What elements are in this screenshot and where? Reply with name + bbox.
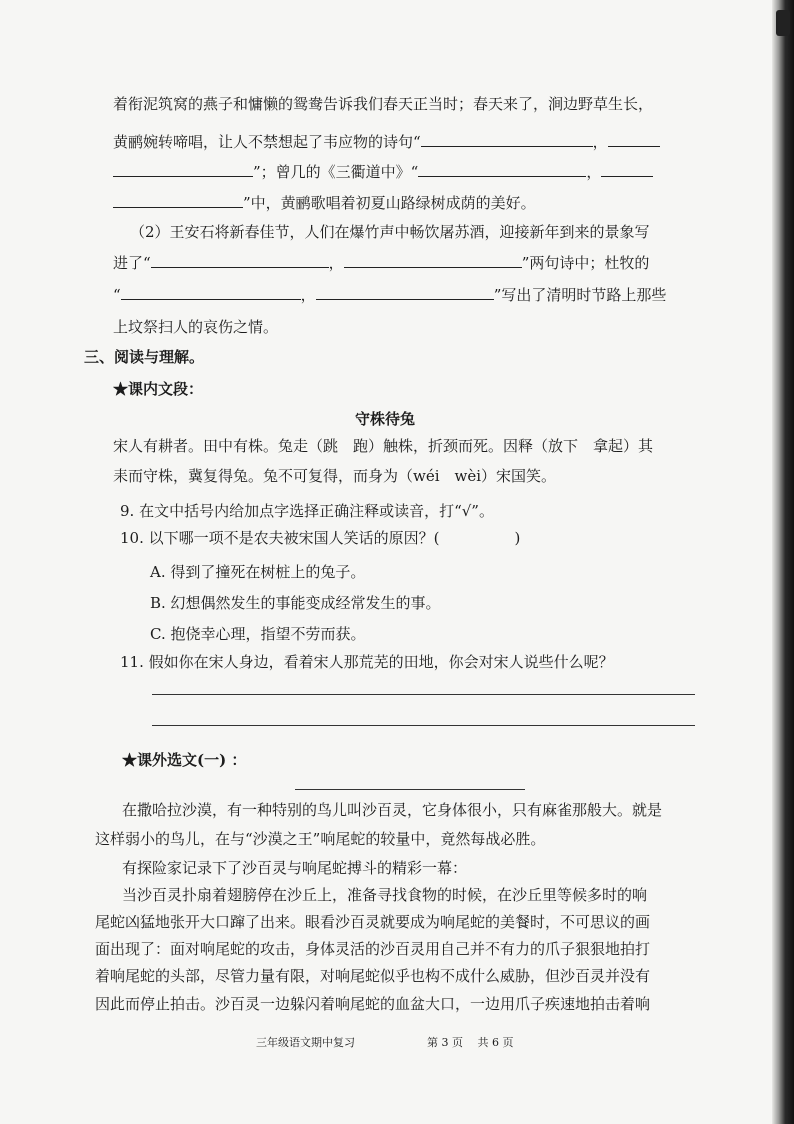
- passage1-line1: 宋人有耕者。田中有株。兔走（跳 跑）触株，折颈而死。因释（放下 拿起）其: [113, 437, 654, 455]
- poem-p2-line2: [113, 252, 649, 274]
- question-9: 9. 在文中括号内给加点字选择正确注释或读音，打“√”。: [120, 502, 494, 520]
- footer-course: 三年级语文期中复习: [256, 1036, 355, 1049]
- scan-edge-mark: [776, 10, 790, 36]
- fill-blank[interactable]: [601, 162, 653, 177]
- poem-p2-line1: （2）王安石将新春佳节，人们在爆竹声中畅饮屠苏酒，迎接新年到来的景象写: [130, 223, 650, 241]
- passage1-line2: 耒而守株，冀复得兔。兔不可复得，而身为（wéi wèi）宋国笑。: [113, 467, 557, 485]
- passage2-line6: 面出现了：面对响尾蛇的攻击，身体灵活的沙百灵用自己并不有力的爪子狠狠地拍打: [95, 940, 651, 958]
- poem-p1-line3: [113, 161, 653, 183]
- fill-blank[interactable]: [316, 285, 494, 300]
- poem-p1-line4: [113, 192, 536, 214]
- question-11: 11. 假如你在宋人身边，看着宋人那荒芜的田地，你会对宋人说些什么呢？: [120, 653, 614, 671]
- in-class-passage-label: ★课内文段：: [113, 380, 204, 398]
- answer-line[interactable]: [152, 694, 695, 695]
- poem-p2-line3: [113, 284, 666, 306]
- poem-p2-line3-end: ”写出了清明时节路上那些: [493, 286, 667, 304]
- passage-title: 守株待兔: [355, 410, 416, 428]
- poem-p2-line4: 上坟祭扫人的哀伤之情。: [113, 318, 279, 336]
- fill-blank[interactable]: [113, 162, 253, 177]
- comma: ，: [328, 254, 344, 272]
- option-c[interactable]: C. 抱侥幸心理，指望不劳而获。: [150, 625, 366, 643]
- open-quote: “: [113, 286, 121, 304]
- answer-line[interactable]: [152, 725, 695, 726]
- passage2-line3: 有探险家记录下了沙百灵与响尾蛇搏斗的精彩一幕：: [122, 859, 468, 877]
- fill-blank[interactable]: [121, 285, 301, 300]
- scan-edge-shadow: [772, 0, 794, 1124]
- poem-p2-line2-start: 进了“: [113, 254, 151, 272]
- passage2-line2: 这样弱小的鸟儿，在与“沙漠之王”响尾蛇的较量中，竟然每战必胜。: [95, 830, 546, 848]
- poem-p1-line1: 着衔泥筑窝的燕子和慵懒的鸳鸯告诉我们春天正当时；春天来了，涧边野草生长，: [113, 95, 654, 113]
- question-10: 10. 以下哪一项不是农夫被宋国人笑话的原因？( ): [120, 529, 521, 547]
- footer-page-number: 第 3 页 共 6 页: [427, 1036, 514, 1049]
- fill-blank[interactable]: [418, 162, 586, 177]
- comma: ，: [300, 286, 316, 304]
- passage2-line8: 因此而停止拍击。沙百灵一边躲闪着响尾蛇的血盆大口，一边用爪子疾速地拍击着响: [95, 995, 651, 1013]
- passage2-line4: 当沙百灵扑扇着翅膀停在沙丘上，准备寻找食物的时候，在沙丘里等候多时的响: [122, 886, 648, 904]
- comma: ，: [592, 133, 608, 151]
- fill-blank[interactable]: [421, 132, 593, 147]
- section-heading: 三、阅读与理解。: [84, 348, 205, 366]
- extra-passage-label: ★课外选文(一) ：: [122, 751, 247, 769]
- poem-p2-line2-end: ”两句诗中；杜牧的: [521, 254, 650, 272]
- option-a[interactable]: A. 得到了撞死在树桩上的兔子。: [150, 563, 366, 581]
- poem-p1-line2-text: 黄鹂婉转啼唱，让人不禁想起了韦应物的诗句“: [113, 133, 421, 151]
- fill-blank[interactable]: [344, 253, 522, 268]
- passage2-line7: 着响尾蛇的头部，尽管力量有限，对响尾蛇似乎也构不成什么威胁，但沙百灵并没有: [95, 967, 651, 985]
- option-b[interactable]: B. 幻想偶然发生的事能变成经常发生的事。: [150, 594, 441, 612]
- title-blank[interactable]: [295, 789, 525, 790]
- fill-blank[interactable]: [608, 132, 660, 147]
- poem-p1-line4-text: ”中，黄鹂歌唱着初夏山路绿树成荫的美好。: [243, 194, 536, 212]
- fill-blank[interactable]: [113, 193, 243, 208]
- passage2-line5: 尾蛇凶猛地张开大口蹿了出来。眼看沙百灵就要成为响尾蛇的美餐时，不可思议的画: [95, 913, 651, 931]
- fill-blank[interactable]: [151, 253, 329, 268]
- poem-p1-line3-text: ”；曾几的《三衢道中》“: [253, 163, 419, 181]
- poem-p1-line2: [113, 131, 660, 153]
- comma: ，: [586, 163, 602, 181]
- passage2-line1: 在撒哈拉沙漠，有一种特别的鸟儿叫沙百灵，它身体很小，只有麻雀那般大。就是: [122, 801, 663, 819]
